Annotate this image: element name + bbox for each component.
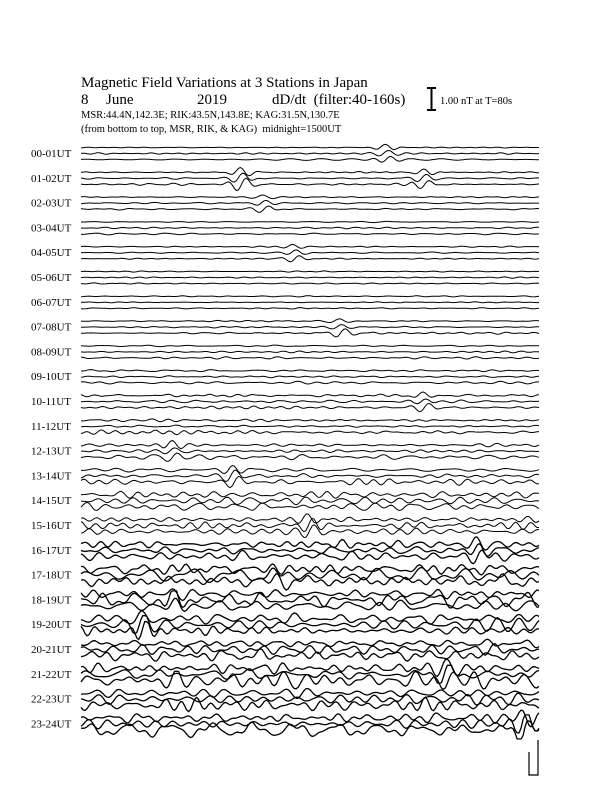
trace-msr-11-12UT — [81, 430, 539, 435]
hour-label: 21-22UT — [31, 668, 72, 681]
trace-rik-09-10UT — [81, 376, 539, 378]
hour-label: 15-16UT — [31, 520, 72, 532]
hour-label: 12-13UT — [31, 445, 72, 458]
hour-label: 22-23UT — [31, 693, 72, 706]
quantity-label: dD/dt (filter:40-160s) — [272, 92, 406, 108]
hour-label: 18-19UT — [31, 594, 72, 607]
chart-title: Magnetic Field Variations at 3 Stations in Japan — [81, 75, 368, 91]
trace-msr-07-08UT — [81, 329, 539, 337]
trace-msr-10-11UT — [81, 404, 539, 412]
trace-msr-03-04UT — [81, 233, 539, 235]
hour-label: 04-05UT — [31, 247, 72, 260]
hour-label: 03-04UT — [31, 222, 72, 235]
hour-label: 11-12UT — [31, 420, 71, 433]
trace-rik-00-01UT — [81, 151, 539, 156]
trace-rik-12-13UT — [81, 448, 539, 454]
hour-label: 20-21UT — [31, 644, 72, 656]
scale-bar-marker — [427, 88, 436, 110]
trace-msr-23-24UT — [81, 721, 539, 739]
hour-labels — [31, 148, 72, 730]
trace-msr-04-05UT — [81, 256, 539, 262]
trace-msr-14-15UT — [81, 502, 539, 510]
trace-msr-22-23UT — [81, 697, 539, 712]
trace-kag-13-14UT — [81, 466, 539, 474]
trace-rik-11-12UT — [81, 425, 539, 427]
hour-label: 23-24UT — [31, 718, 72, 731]
trace-kag-19-20UT — [81, 611, 539, 624]
trace-msr-13-14UT — [81, 477, 539, 488]
trace-kag-07-08UT — [81, 319, 539, 323]
trace-rik-13-14UT — [81, 470, 539, 481]
trace-kag-14-15UT — [81, 491, 539, 498]
hour-label: 05-06UT — [31, 272, 72, 284]
station-coordinates: MSR:44.4N,142.3E; RIK:43.5N,143.8E; KAG:31.5N,130.7E — [81, 110, 340, 121]
trace-rik-04-05UT — [81, 250, 539, 254]
hour-label: 14-15UT — [31, 495, 72, 508]
hour-label: 13-14UT — [31, 470, 72, 483]
hour-label: 16-17UT — [31, 544, 72, 557]
trace-kag-09-10UT — [81, 370, 539, 372]
trace-kag-01-02UT — [81, 168, 539, 176]
trace-kag-16-17UT — [81, 537, 539, 550]
trace-msr-09-10UT — [81, 381, 539, 384]
chart-header — [81, 75, 405, 135]
hour-label: 09-10UT — [31, 371, 72, 384]
date-month: June — [106, 92, 134, 108]
hour-label: 17-18UT — [31, 569, 72, 582]
trace-rik-05-06UT — [81, 277, 539, 278]
trace-area — [81, 144, 539, 775]
trace-kag-00-01UT — [81, 144, 539, 149]
hour-label: 19-20UT — [31, 619, 72, 632]
trace-rik-10-11UT — [81, 399, 539, 404]
hour-label: 00-01UT — [31, 148, 72, 160]
date-year: 2019 — [197, 92, 227, 108]
hour-label: 10-11UT — [31, 396, 71, 408]
trace-kag-03-04UT — [81, 221, 539, 222]
hour-label: 07-08UT — [31, 321, 72, 334]
trace-kag-21-22UT — [81, 659, 539, 676]
trace-msr-17-18UT — [81, 574, 539, 590]
trace-kag-11-12UT — [81, 419, 539, 422]
trace-rik-01-02UT — [81, 173, 539, 182]
scale-bar-label: 1.00 nT at T=80s — [440, 96, 513, 107]
trace-msr-02-03UT — [81, 206, 539, 212]
trace-kag-12-13UT — [81, 441, 539, 449]
trace-kag-05-06UT — [81, 271, 539, 272]
scale-bar — [427, 88, 512, 110]
trace-msr-01-02UT — [81, 178, 539, 190]
trace-msr-05-06UT — [81, 283, 539, 284]
trace-msr-16-17UT — [81, 550, 539, 564]
trace-msr-00-01UT — [81, 157, 539, 163]
trace-msr-06-07UT — [81, 308, 539, 309]
trace-rik-07-08UT — [81, 325, 539, 329]
date-day: 8 — [81, 92, 89, 108]
trace-kag-20-21UT — [81, 639, 539, 648]
trace-kag-04-05UT — [81, 244, 539, 248]
hour-label: 01-02UT — [31, 172, 72, 185]
hour-label: 02-03UT — [31, 197, 72, 210]
trace-msr-08-09UT — [81, 357, 539, 359]
trace-rik-06-07UT — [81, 302, 539, 303]
trace-kag-02-03UT — [81, 195, 539, 199]
trace-rik-03-04UT — [81, 227, 539, 229]
trace-end-spike — [529, 740, 538, 775]
trace-msr-12-13UT — [81, 453, 539, 461]
hour-label: 06-07UT — [31, 296, 72, 309]
trace-rik-14-15UT — [81, 497, 539, 505]
trace-rik-02-03UT — [81, 200, 539, 205]
trace-msr-20-21UT — [81, 649, 539, 661]
trace-kag-08-09UT — [81, 345, 539, 347]
trace-rik-08-09UT — [81, 351, 539, 353]
station-order-note: (from bottom to top, MSR, RIK, & KAG) midnight=1500UT — [81, 124, 342, 135]
trace-msr-21-22UT — [81, 671, 539, 689]
trace-kag-10-11UT — [81, 392, 539, 397]
hour-label: 08-09UT — [31, 346, 72, 359]
trace-kag-06-07UT — [81, 296, 539, 297]
